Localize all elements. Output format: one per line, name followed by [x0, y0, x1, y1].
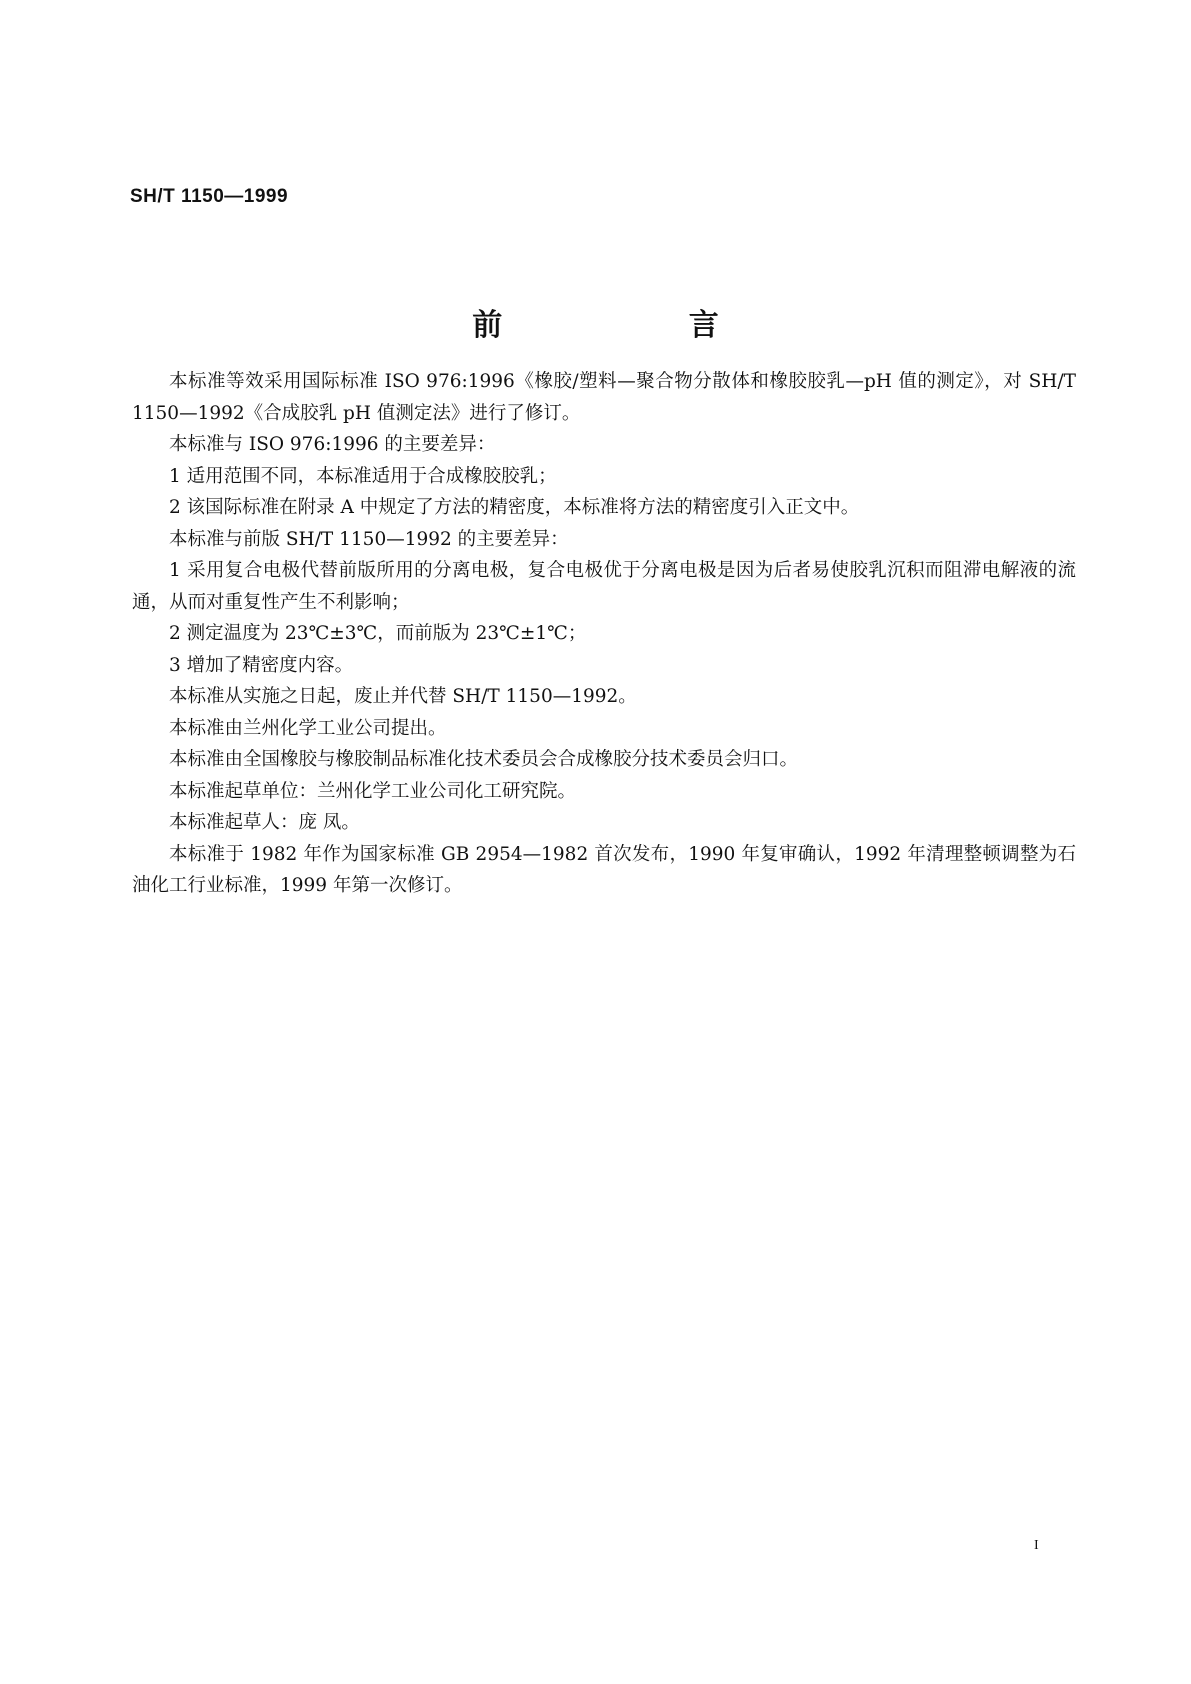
paragraph-history: 本标准于 1982 年作为国家标准 GB 2954—1982 首次发布，1990 年复审确认，1992 年清理整顿调整为石油化工行业标准，1999 年第一次修订。: [132, 843, 1076, 896]
page-number: I: [1034, 1538, 1039, 1553]
page-title: 前 言: [472, 308, 807, 343]
document-code: SH/T 1150—1999: [130, 186, 289, 207]
paragraph-iso-diff-2: 2 该国际标准在附录 A 中规定了方法的精密度，本标准将方法的精密度引入正文中。: [169, 497, 860, 518]
paragraph-iso-diff-heading: 本标准与 ISO 976:1996 的主要差异：: [169, 434, 496, 455]
paragraph-proposer: 本标准由兰州化学工业公司提出。: [169, 717, 447, 739]
paragraph-replacement: 本标准从实施之日起，废止并代替 SH/T 1150—1992。: [169, 686, 637, 707]
paragraph-prev-diff-3: 3 增加了精密度内容。: [169, 654, 354, 676]
paragraph-committee: 本标准由全国橡胶与橡胶制品标准化技术委员会合成橡胶分技术委员会归口。: [169, 749, 799, 770]
paragraph-drafting-unit: 本标准起草单位：兰州化学工业公司化工研究院。: [169, 780, 577, 802]
paragraph-prev-diff-heading: 本标准与前版 SH/T 1150—1992 的主要差异：: [169, 528, 569, 550]
paragraph-drafter: 本标准起草人：庞 凤。: [169, 812, 360, 833]
paragraph-adoption: 本标准等效采用国际标准 ISO 976:1996《橡胶/塑料—聚合物分散体和橡胶胶乳—pH 值的测定》，对 SH/T 1150—1992《合成胶乳 pH 值测定法》进行了修订。: [132, 371, 1076, 424]
paragraph-prev-diff-2: 2 测定温度为 23℃±3℃，而前版为 23℃±1℃；: [169, 623, 587, 644]
paragraph-prev-diff-1: 1 采用复合电极代替前版所用的分离电极，复合电极优于分离电极是因为后者易使胶乳沉积而阻滞电解液的流通，从而对重复性产生不利影响；: [132, 560, 1076, 613]
paragraph-iso-diff-1: 1 适用范围不同，本标准适用于合成橡胶胶乳；: [169, 465, 557, 487]
foreword-body: [132, 366, 1076, 902]
